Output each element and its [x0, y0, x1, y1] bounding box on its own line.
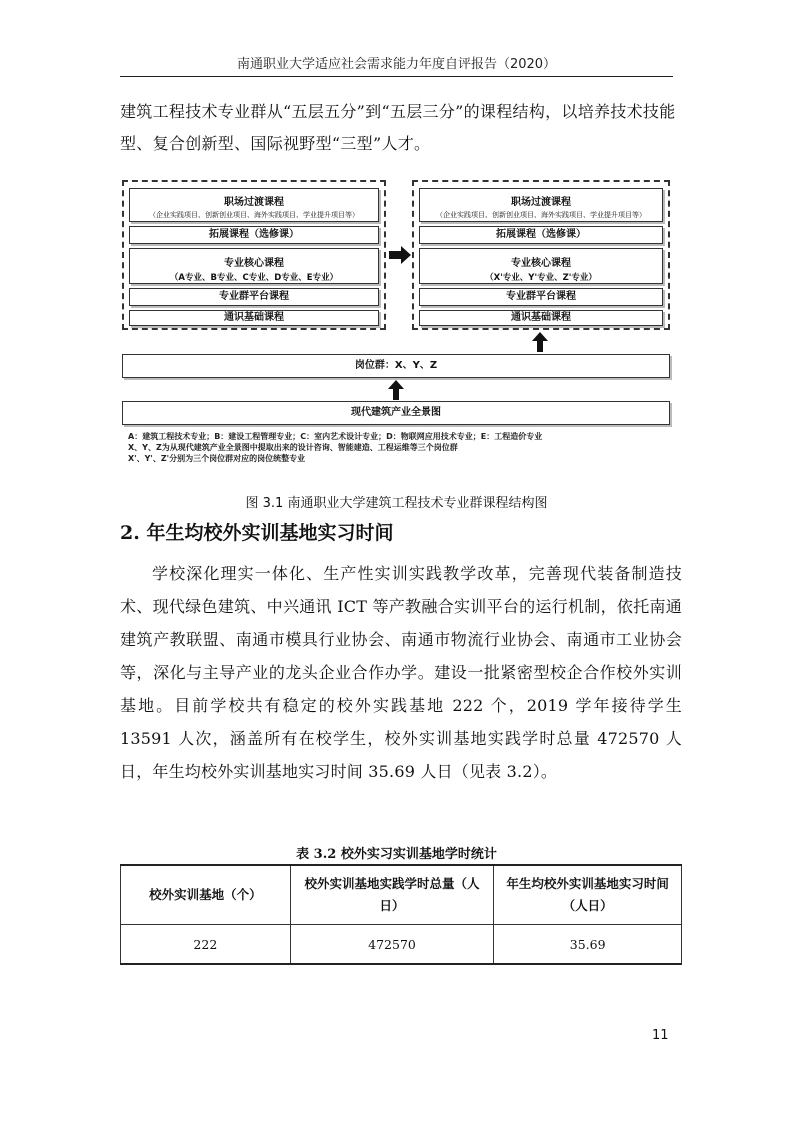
industry-panorama-box: 现代建筑产业全景图 — [122, 401, 670, 425]
page-header-title: 南通职业大学适应社会需求能力年度自评报告（2020） — [236, 57, 557, 72]
left-career-title: 职场过渡课程 — [224, 197, 284, 208]
body-paragraph: 学校深化理实一体化、生产性实训实践教学改革，完善现代装备制造技术、现代绿色建筑、中兴通讯 ICT 等产教融合实训平台的运行机制，依托南通建筑产教联盟、南通市模具行业协会、南通市物流行业协会、南通市工业协会等，深化与主导产业的龙头企业合作办学。建设一批紧密型校企合作校外实训基地。目前学校共有稳定的校外实践基地 222 个，2019 学年接待学生 13591 人次，涵盖所有在校学生，校外实训基地实践学时总量 472570 人日，年生均校外实训基地实习时间 35.69 人日（见表 3.2）。 — [120, 564, 682, 781]
table-caption: 表 3.2 校外实习实训基地学时统计 — [296, 847, 497, 862]
left-expand-course: 拓展课程（选修课） — [129, 226, 379, 244]
section-heading: 2. 年生均校外实训基地实习时间 — [120, 522, 394, 544]
arrow-up-icon — [388, 380, 404, 400]
right-core-sub: （X'专业、Y'专业、Z'专业） — [485, 273, 597, 283]
figure-caption: 图 3.1 南通职业大学建筑工程技术专业群课程结构图 — [245, 496, 548, 511]
table-cell: 472570 — [290, 925, 494, 965]
left-core-title: 专业核心课程 — [224, 258, 284, 269]
page-number: 11 — [652, 1028, 669, 1043]
left-general-course: 通识基础课程 — [129, 310, 379, 326]
left-career-course — [129, 188, 379, 222]
table-cell: 222 — [121, 925, 291, 965]
right-career-title: 职场过渡课程 — [511, 197, 571, 208]
table-header-row — [121, 865, 682, 925]
stats-table — [120, 864, 682, 965]
table-header-cell: 校外实训基地（个） — [121, 865, 291, 925]
table-header-cell: 年生均校外实训基地实习时间（人日） — [494, 865, 682, 925]
table-header-cell: 校外实训基地实践学时总量（人日） — [290, 865, 494, 925]
left-career-sub: （企业实践项目、创新创业项目、海外实践项目、学业提升项目等） — [149, 211, 359, 219]
arrow-right-icon — [389, 246, 411, 264]
header-divider — [120, 76, 673, 77]
intro-paragraph: 建筑工程技术专业群从“五层五分”到“五层三分”的课程结构，以培养技术技能型、复合创新型、国际视野型“三型”人才。 — [120, 102, 676, 153]
right-course-structure — [412, 180, 670, 330]
left-course-structure — [122, 180, 386, 330]
legend-line: X'、Y'、Z'分别为三个岗位群对应的岗位统整专业 — [128, 454, 306, 463]
arrow-up-icon — [532, 332, 548, 352]
right-career-sub: （企业实践项目、创新创业项目、海外实践项目、学业提升项目等） — [436, 211, 646, 219]
table-row — [121, 925, 682, 965]
diagram-legend — [128, 431, 542, 464]
position-group-box: 岗位群：X、Y、Z — [122, 354, 670, 378]
left-platform-course: 专业群平台课程 — [129, 288, 379, 306]
table-cell: 35.69 — [494, 925, 682, 965]
right-career-course — [419, 188, 663, 222]
right-general-course: 通识基础课程 — [419, 310, 663, 326]
right-platform-course: 专业群平台课程 — [419, 288, 663, 306]
right-expand-course: 拓展课程（选修课） — [419, 226, 663, 244]
legend-line: A：建筑工程技术专业；B：建设工程管理专业；C：室内艺术设计专业；D：物联网应用技术专业；E：工程造价专业 — [128, 432, 543, 441]
left-core-sub: （A专业、B专业、C专业、D专业、E专业） — [169, 273, 339, 283]
right-core-title: 专业核心课程 — [511, 258, 571, 269]
legend-line: X、Y、Z为从现代建筑产业全景图中提取出来的设计咨询、智能建造、工程运维等三个岗位群 — [128, 443, 458, 452]
left-core-course — [129, 248, 379, 284]
right-core-course — [419, 248, 663, 284]
curriculum-structure-diagram — [118, 176, 674, 472]
